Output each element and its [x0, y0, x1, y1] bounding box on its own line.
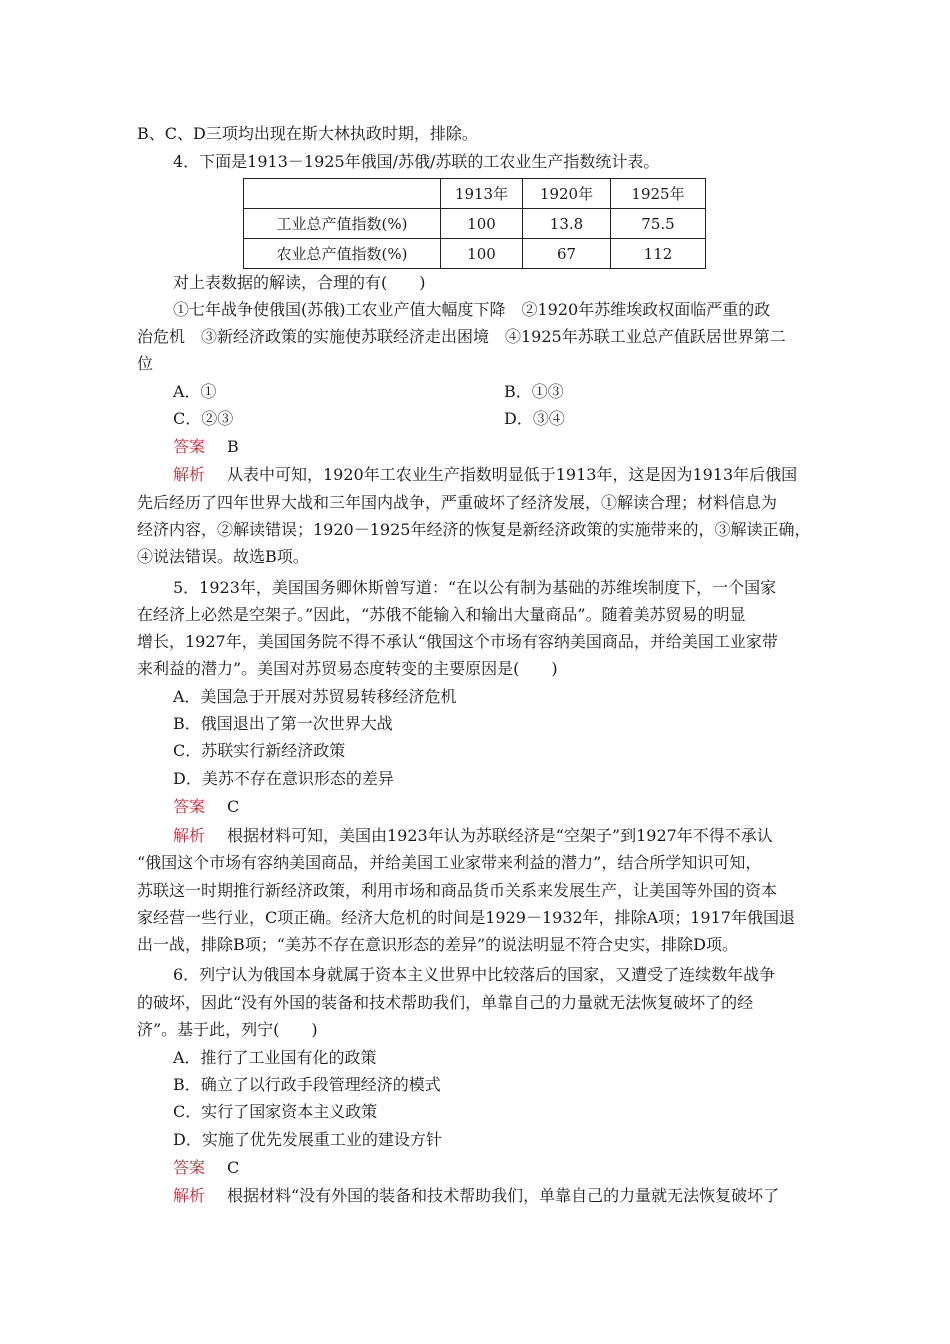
table-cell: 67	[523, 239, 611, 269]
q5-stem-line: 在经济上必然是空架子。”因此，“苏俄不能输入和输出大量商品”。随着美苏贸易的明显	[137, 605, 746, 624]
table-header-cell	[244, 179, 441, 209]
table-cell: 农业总产值指数(%)	[244, 239, 441, 269]
q4-stem: 4．下面是1913－1925年俄国/苏俄/苏联的工农业生产指数统计表。	[173, 152, 660, 171]
answer-label: 答案	[173, 437, 206, 456]
q4-option-c: C．②③	[173, 409, 234, 428]
table-cell: 112	[611, 239, 706, 269]
q6-option-c: C．实行了国家资本主义政策	[173, 1102, 378, 1121]
q4-analysis-first-line	[173, 465, 797, 485]
table-header-cell: 1925年	[611, 179, 706, 209]
q4-prompt: 对上表数据的解读，合理的有( )	[173, 273, 426, 292]
q5-option-c: C．苏联实行新经济政策	[173, 741, 346, 760]
analysis-text: 从表中可知，1920年工农业生产指数明显低于1913年，这是因为1913年后俄国	[227, 465, 798, 484]
q5-analysis-first-line	[173, 826, 773, 846]
q5-option-a: A．美国急于开展对苏贸易转移经济危机	[173, 687, 457, 706]
answer-value: B	[227, 437, 239, 456]
q4-data-table	[243, 178, 706, 269]
q5-answer	[173, 797, 239, 817]
q5-stem-line: 5．1923年，美国国务卿休斯曾写道：“在以公有制为基础的苏维埃制度下，一个国家	[173, 578, 777, 597]
q5-analysis-line: “俄国这个市场有容纳美国商品，并给美国工业家带来利益的潜力”，结合所学知识可知，	[137, 853, 762, 872]
q4-item-line: ①七年战争使俄国(苏俄)工农业产值大幅度下降 ②1920年苏维埃政权面临严重的政	[173, 300, 771, 319]
q6-stem-line: 6．列宁认为俄国本身就属于资本主义世界中比较落后的国家，又遭受了连续数年战争	[173, 965, 776, 984]
table-header-cell: 1920年	[523, 179, 611, 209]
q5-stem-line: 增长，1927年，美国国务院不得不承认“俄国这个市场有容纳美国商品，并给美国工业家带	[137, 632, 778, 651]
q4-item-line: 位	[137, 354, 154, 373]
q4-option-a: A．①	[173, 382, 217, 401]
q6-option-a: A．推行了工业国有化的政策	[173, 1048, 377, 1067]
q6-answer	[173, 1158, 239, 1178]
q4-analysis-line: 先后经历了四年世界大战和三年国内战争，严重破坏了经济发展，①解读合理；材料信息为	[137, 493, 778, 512]
q5-analysis-line: 出一战，排除B项；“美苏不存在意识形态的差异”的说法明显不符合史实，排除D项。	[137, 935, 738, 954]
table-header-row	[244, 179, 706, 209]
q6-option-b: B．确立了以行政手段管理经济的模式	[173, 1075, 441, 1094]
analysis-label: 解析	[173, 465, 206, 484]
q6-stem-line: 济”。基于此，列宁( )	[137, 1020, 318, 1039]
intro-line: B、C、D三项均出现在斯大林执政时期，排除。	[137, 124, 478, 143]
q6-stem-line: 的破坏，因此“没有外国的装备和技术帮助我们，单靠自己的力量就无法恢复破坏了的经	[137, 993, 754, 1012]
analysis-label: 解析	[173, 826, 206, 845]
q5-option-d: D．美苏不存在意识形态的差异	[173, 769, 394, 788]
q4-item-line: 治危机 ③新经济政策的实施使苏联经济走出困境 ④1925年苏联工业总产值跃居世界第二	[137, 327, 786, 346]
answer-value: C	[227, 797, 240, 816]
q4-option-b: B．①③	[504, 382, 564, 401]
table-header-cell: 1913年	[441, 179, 523, 209]
analysis-text: 根据材料可知，美国由1923年认为苏联经济是“空架子”到1927年不得不承认	[227, 826, 773, 845]
q6-option-d: D．实施了优先发展重工业的建设方针	[173, 1130, 442, 1149]
q4-analysis-line: ④说法错误。故选B项。	[137, 547, 309, 566]
answer-value: C	[227, 1158, 240, 1177]
answer-label: 答案	[173, 1158, 206, 1177]
q5-analysis-line: 苏联这一时期推行新经济政策，利用市场和商品货币关系来发展生产，让美国等外国的资本	[137, 881, 778, 900]
analysis-label: 解析	[173, 1186, 206, 1205]
q4-option-d: D．③④	[504, 409, 565, 428]
table-cell: 工业总产值指数(%)	[244, 209, 441, 239]
table-cell: 75.5	[611, 209, 706, 239]
q4-answer	[173, 437, 239, 457]
q5-stem-line: 来利益的潜力”。美国对苏贸易态度转变的主要原因是( )	[137, 659, 558, 678]
table-cell: 13.8	[523, 209, 611, 239]
q6-analysis-first-line	[173, 1186, 779, 1206]
q5-option-b: B．俄国退出了第一次世界大战	[173, 714, 393, 733]
table-row	[244, 209, 706, 239]
analysis-text: 根据材料“没有外国的装备和技术帮助我们，单靠自己的力量就无法恢复破坏了	[227, 1186, 780, 1205]
table-row	[244, 239, 706, 269]
table-cell: 100	[441, 239, 523, 269]
table-cell: 100	[441, 209, 523, 239]
answer-label: 答案	[173, 797, 206, 816]
q4-analysis-line: 经济内容，②解读错误；1920－1925年经济的恢复是新经济政策的实施带来的，③解读正确，	[137, 520, 811, 539]
q5-analysis-line: 家经营一些行业，C项正确。经济大危机的时间是1929－1932年，排除A项；1917年俄国退	[137, 908, 795, 927]
